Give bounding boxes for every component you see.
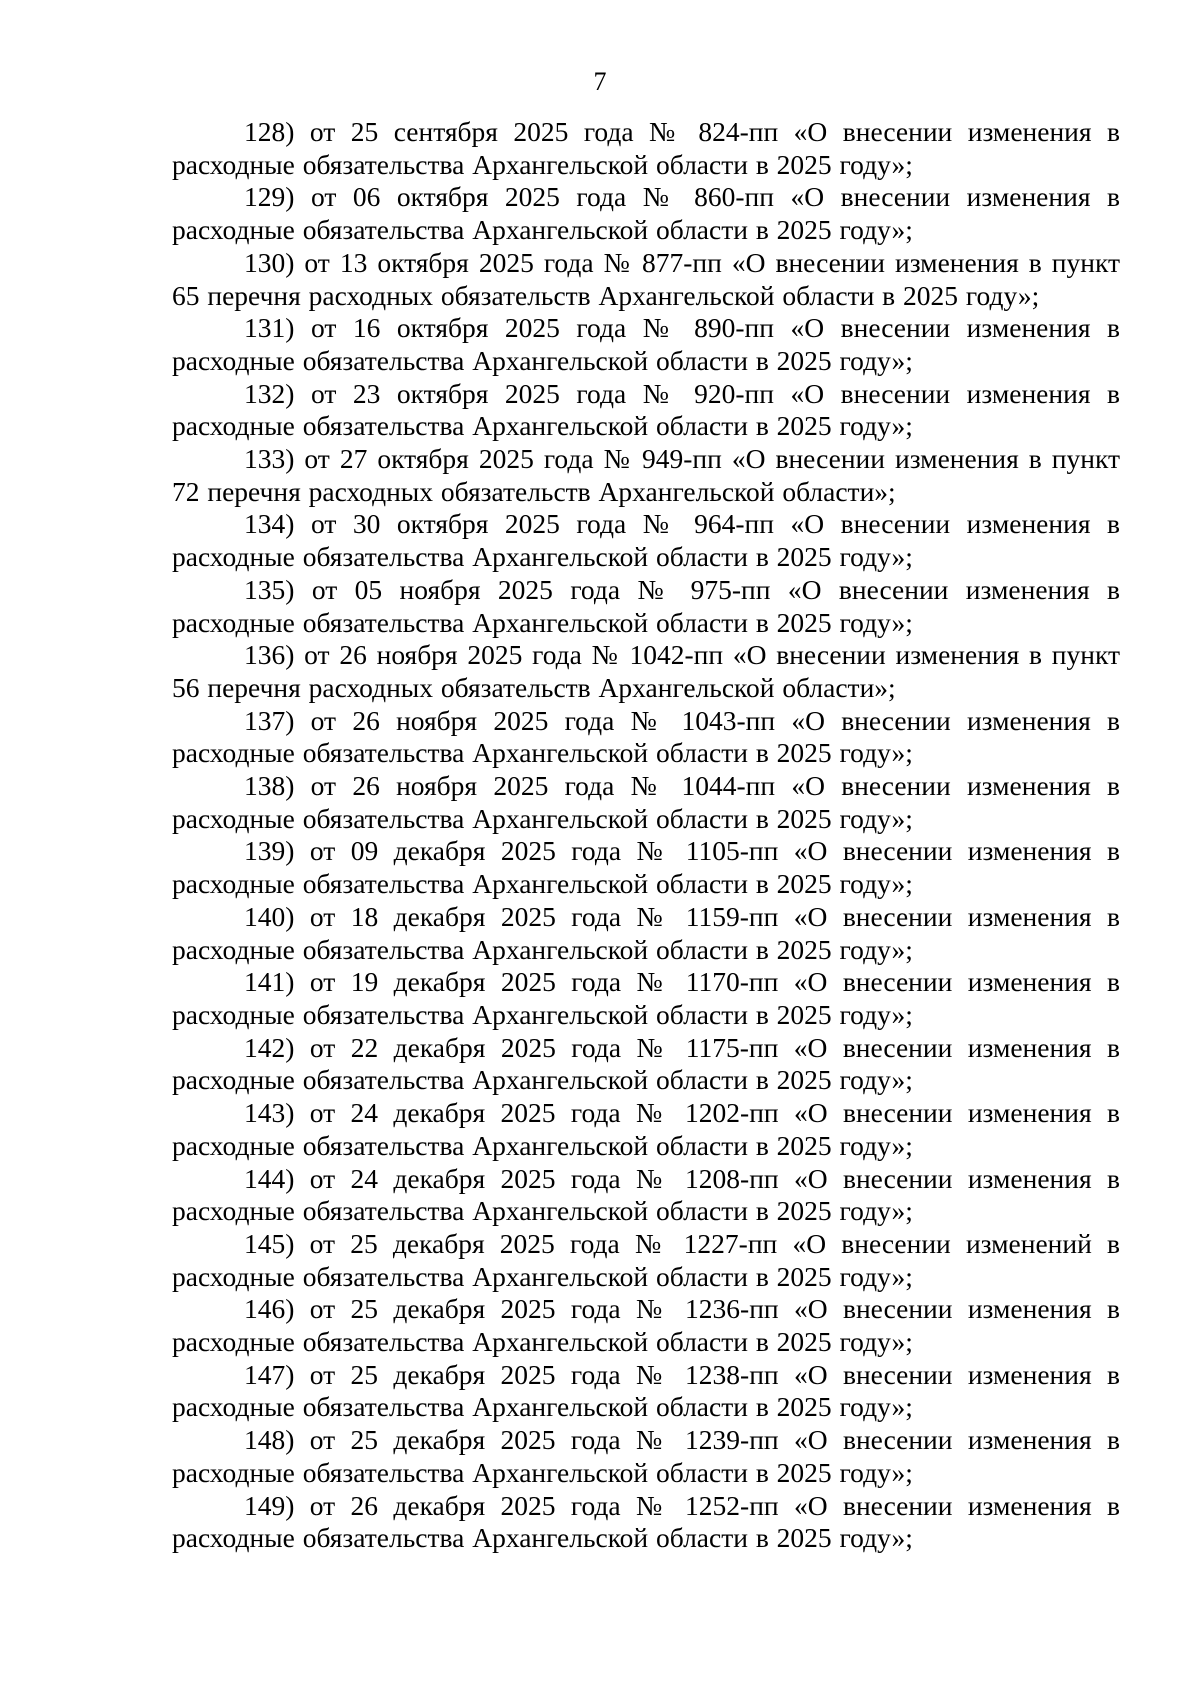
list-item: 143) от 24 декабря 2025 года № 1202-пп «О внесении изменения в расходные обязательства Архангельской области в 2025 году»;	[172, 1097, 1120, 1161]
document-item-list	[172, 116, 1120, 1555]
list-item: 135) от 05 ноября 2025 года № 975-пп «О внесении изменения в расходные обязательства Архангельской области в 2025 году»;	[172, 573, 1120, 638]
list-item: 133) от 27 октября 2025 года № 949-пп «О внесении изменения в пункт 72 перечня расходных обязательств Архангельской области»;	[172, 443, 1120, 507]
page-number: 7	[593, 67, 607, 96]
list-item: 145) от 25 декабря 2025 года № 1227-пп «О внесении изменений в расходные обязательства Архангельской области в 2025 году»;	[172, 1227, 1120, 1292]
list-item: 147) от 25 декабря 2025 года № 1238-пп «О внесении изменения в расходные обязательства Архангельской области в 2025 году»;	[172, 1358, 1120, 1423]
list-item: 129) от 06 октября 2025 года № 860-пп «О внесении изменения в расходные обязательства Архангельской области в 2025 году»;	[172, 181, 1120, 246]
list-item: 142) от 22 декабря 2025 года № 1175-пп «О внесении изменения в расходные обязательства Архангельской области в 2025 году»;	[172, 1031, 1120, 1096]
list-item: 141) от 19 декабря 2025 года № 1170-пп «О внесении изменения в расходные обязательства Архангельской области в 2025 году»;	[172, 966, 1120, 1030]
list-item: 146) от 25 декабря 2025 года № 1236-пп «О внесении изменения в расходные обязательства Архангельской области в 2025 году»;	[172, 1293, 1120, 1358]
list-item: 148) от 25 декабря 2025 года № 1239-пп «О внесении изменения в расходные обязательства Архангельской области в 2025 году»;	[172, 1424, 1120, 1488]
list-item: 136) от 26 ноября 2025 года № 1042-пп «О внесении изменения в пункт 56 перечня расходных обязательств Архангельской области»;	[172, 639, 1120, 703]
list-item: 139) от 09 декабря 2025 года № 1105-пп «О внесении изменения в расходные обязательства Архангельской области в 2025 году»;	[172, 835, 1120, 900]
list-item: 131) от 16 октября 2025 года № 890-пп «О внесении изменения в расходные обязательства Архангельской области в 2025 году»;	[172, 312, 1120, 376]
list-item: 137) от 26 ноября 2025 года № 1043-пп «О внесении изменения в расходные обязательства Архангельской области в 2025 году»;	[172, 704, 1120, 769]
list-item: 144) от 24 декабря 2025 года № 1208-пп «О внесении изменения в расходные обязательства Архангельской области в 2025 году»;	[172, 1162, 1120, 1227]
list-item: 140) от 18 декабря 2025 года № 1159-пп «О внесении изменения в расходные обязательства Архангельской области в 2025 году»;	[172, 900, 1120, 965]
list-item: 128) от 25 сентября 2025 года № 824-пп «О внесении изменения в расходные обязательства Архангельской области в 2025 году»;	[172, 116, 1120, 180]
list-item: 138) от 26 ноября 2025 года № 1044-пп «О внесении изменения в расходные обязательства Архангельской области в 2025 году»;	[172, 770, 1120, 834]
list-item: 149) от 26 декабря 2025 года № 1252-пп «О внесении изменения в расходные обязательства Архангельской области в 2025 году»;	[172, 1489, 1120, 1554]
list-item: 132) от 23 октября 2025 года № 920-пп «О внесении изменения в расходные обязательства Архангельской области в 2025 году»;	[172, 377, 1120, 442]
list-item: 134) от 30 октября 2025 года № 964-пп «О внесении изменения в расходные обязательства Архангельской области в 2025 году»;	[172, 508, 1120, 573]
list-item: 130) от 13 октября 2025 года № 877-пп «О внесении изменения в пункт 65 перечня расходных обязательств Архангельской области в 2025 году»;	[172, 246, 1120, 311]
